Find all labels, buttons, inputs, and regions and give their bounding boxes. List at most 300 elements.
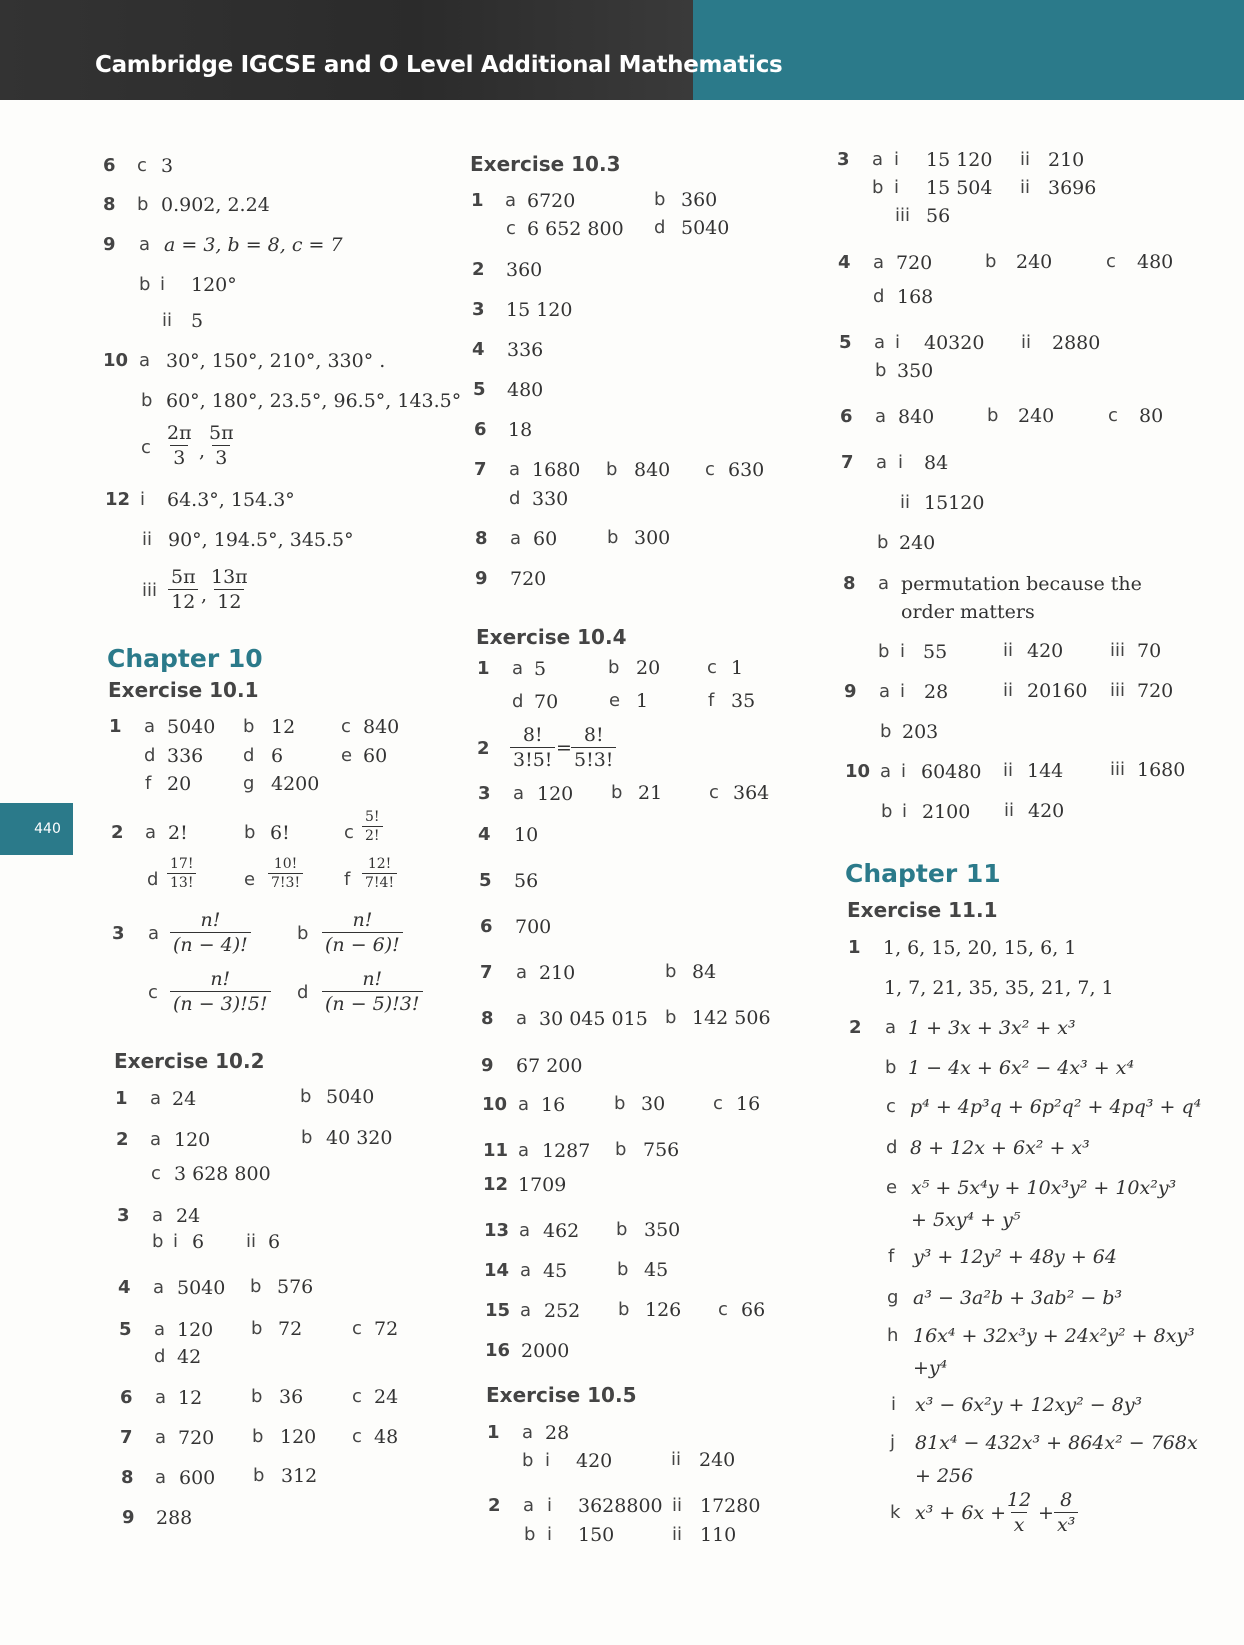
answer-value: 330 [532, 488, 569, 510]
answer-value: 15 120 [926, 149, 993, 171]
part-label: k [890, 1502, 901, 1523]
part-label: i [891, 1394, 897, 1415]
part-label: g [243, 773, 255, 794]
answer-expression: +y⁴ [913, 1357, 948, 1379]
question-number: 2 [472, 259, 485, 280]
chapter-heading: Chapter 11 [845, 859, 1001, 888]
answer-value: 28 [545, 1422, 570, 1444]
part-label: b [614, 1093, 626, 1114]
part-label: b [137, 194, 149, 215]
part-label: a [144, 716, 156, 737]
part-label: a [523, 1495, 535, 1516]
answer-value: 360 [506, 259, 543, 281]
exercise-heading: Exercise 10.3 [470, 152, 621, 176]
part-label: c [886, 1096, 896, 1117]
exercise-heading: Exercise 10.2 [114, 1049, 265, 1073]
answer-value: 45 [543, 1260, 568, 1282]
answer-value: order matters [901, 601, 1035, 623]
answer-value: 1 [731, 657, 744, 679]
part-label: d [147, 869, 159, 890]
subpart-label: i [160, 274, 166, 295]
subpart-label: i [901, 761, 907, 782]
question-number: 8 [843, 573, 856, 594]
part-label: a [153, 1277, 165, 1298]
question-number: 1 [487, 1422, 500, 1443]
subpart-label: ii [672, 1495, 683, 1516]
part-label: c [506, 218, 516, 239]
question-number: 8 [121, 1467, 134, 1488]
part-label: h [887, 1325, 899, 1346]
part-label: a [876, 452, 888, 473]
answer-value: 20160 [1027, 680, 1088, 702]
fraction: 2π 3 [167, 422, 192, 469]
answer-value: 364 [733, 782, 770, 804]
fraction: 12 x [1007, 1489, 1032, 1536]
part-label: a [150, 1088, 162, 1109]
question-number: 2 [488, 1495, 501, 1516]
answer-value: 144 [1027, 760, 1064, 782]
question-number: 9 [481, 1055, 494, 1076]
answer-value: 240 [1018, 405, 1055, 427]
answer-value: 6 [192, 1231, 205, 1253]
subpart-label: i [547, 1524, 553, 1545]
question-number: 12 [483, 1174, 509, 1195]
part-label: d [873, 286, 885, 307]
fraction: 8! 5!3! [571, 723, 616, 772]
part-label: b [878, 641, 890, 662]
question-number: 3 [112, 923, 125, 944]
answer-value: 150 [578, 1524, 615, 1546]
answer-value: 756 [643, 1139, 680, 1161]
part-label: a [145, 822, 157, 843]
fraction: 12! 7!4! [362, 855, 397, 892]
answer-value: 40320 [924, 332, 985, 354]
answer-value: 70 [1137, 640, 1162, 662]
answer-value: 1680 [1137, 759, 1186, 781]
answer-value: 210 [1048, 149, 1085, 171]
answer-value: 20 [636, 657, 661, 679]
subpart-label: ii [1020, 149, 1031, 170]
answer-value: 42 [177, 1346, 202, 1368]
subpart-label: ii [246, 1231, 257, 1252]
subpart-label: i [545, 1450, 551, 1471]
question-number: 4 [472, 339, 485, 360]
part-label: b [141, 390, 153, 411]
part-label: c [718, 1299, 728, 1320]
part-label: a [520, 1300, 532, 1321]
part-label: c [1106, 251, 1116, 272]
part-label: a [516, 962, 528, 983]
answer-expression: + 256 [915, 1465, 974, 1487]
question-number: 8 [103, 194, 116, 215]
answer-value: 80 [1139, 405, 1164, 427]
part-label: c [352, 1318, 362, 1339]
question-number: 4 [478, 824, 491, 845]
answer-value: 288 [156, 1507, 193, 1529]
part-label: a [879, 681, 891, 702]
question-number: 7 [474, 459, 487, 480]
part-label: a [509, 459, 521, 480]
plus-sign: + [1038, 1502, 1054, 1524]
subpart-label: iii [1110, 640, 1126, 661]
answer-value: 16 [736, 1093, 761, 1115]
answer-value: 20 [167, 773, 192, 795]
part-label: c [341, 716, 351, 737]
fraction: n! (n − 5)!3! [322, 967, 423, 1016]
fraction: 8! 3!5! [510, 723, 555, 772]
subpart-label: i [894, 149, 900, 170]
subpart-label: i [173, 1231, 179, 1252]
answer-value: 35 [731, 690, 756, 712]
question-number: 9 [103, 234, 116, 255]
part-label: b [244, 822, 256, 843]
part-label: c [1108, 405, 1118, 426]
part-label: d [509, 488, 521, 509]
answer-value: 120 [177, 1319, 214, 1341]
answer-value: 30 045 015 [539, 1008, 648, 1030]
part-label: c [352, 1426, 362, 1447]
part-label: a [505, 190, 517, 211]
part-label: b [606, 459, 618, 480]
answer-value: 12 [178, 1387, 203, 1409]
answer-value: 1 [636, 690, 649, 712]
part-label: b [253, 1465, 265, 1486]
part-label: b [665, 961, 677, 982]
answer-value: 10 [514, 824, 539, 846]
answer-value: 840 [634, 459, 671, 481]
answer-value: 240 [1016, 251, 1053, 273]
answer-value: 1, 6, 15, 20, 15, 6, 1 [883, 937, 1077, 959]
chapter-heading: Chapter 10 [107, 644, 263, 673]
part-label: b [615, 1139, 627, 1160]
question-number: 3 [478, 783, 491, 804]
page-number: 440 [34, 821, 61, 837]
answer-value: 67 200 [516, 1055, 583, 1077]
answer-value: 66 [741, 1299, 766, 1321]
exercise-heading: Exercise 10.4 [476, 625, 627, 649]
answer-value: 5 [534, 658, 547, 680]
answer-value: 60480 [921, 761, 982, 783]
answer-value: 60°, 180°, 23.5°, 96.5°, 143.5° [166, 390, 462, 412]
part-label: c [713, 1093, 723, 1114]
part-label: f [888, 1246, 895, 1267]
answer-expression: 1 − 4x + 6x² − 4x³ + x⁴ [908, 1057, 1135, 1079]
answer-value: 120 [280, 1426, 317, 1448]
subpart-label: iii [895, 205, 911, 226]
answer-value: 480 [507, 379, 544, 401]
answer-value: 720 [510, 568, 547, 590]
answer-value: 2! [168, 822, 188, 844]
answer-value: 110 [700, 1524, 737, 1546]
answer-value: 12 [271, 716, 296, 738]
book-title: Cambridge IGCSE and O Level Additional Mathematics [95, 52, 783, 78]
answer-expression: y³ + 12y² + 48y + 64 [913, 1246, 1117, 1268]
answer-expression: a³ − 3a²b + 3ab² − b³ [913, 1287, 1123, 1309]
question-number: 5 [839, 332, 852, 353]
answer-value: 5040 [326, 1086, 375, 1108]
part-label: a [155, 1467, 167, 1488]
question-number: 5 [479, 870, 492, 891]
subpart-label: ii [1004, 800, 1015, 821]
question-number: 2 [111, 822, 124, 843]
equals-sign: = [556, 737, 572, 759]
answer-value: 420 [1027, 640, 1064, 662]
question-number: 16 [485, 1340, 511, 1361]
answer-value: 24 [176, 1205, 201, 1227]
question-number: 10 [103, 350, 129, 371]
answer-value: 6! [270, 822, 290, 844]
answer-expression: p⁴ + 4p³q + 6p²q² + 4pq³ + q⁴ [910, 1096, 1202, 1118]
question-number: 14 [484, 1260, 510, 1281]
subpart-label: i [900, 641, 906, 662]
question-number: 2 [849, 1017, 862, 1038]
answer-value: 84 [924, 452, 949, 474]
question-number: 15 [485, 1300, 511, 1321]
answer-expression: 81x⁴ − 432x³ + 864x² − 768x [915, 1432, 1198, 1454]
answer-value: 5 [191, 310, 204, 332]
question-number: 6 [480, 916, 493, 937]
fraction: 8 x³ [1054, 1488, 1078, 1537]
question-number: 6 [103, 155, 116, 176]
part-label: c [707, 657, 717, 678]
part-label: a [519, 1220, 531, 1241]
subpart-label: i [898, 452, 904, 473]
question-number: 11 [483, 1140, 509, 1161]
part-label: a [874, 332, 886, 353]
question-number: 4 [838, 252, 851, 273]
answer-value: 120 [537, 783, 574, 805]
part-label: b [607, 527, 619, 548]
part-label: a [518, 1140, 530, 1161]
answer-expression: x⁵ + 5x⁴y + 10x³y² + 10x²y³ [911, 1177, 1177, 1199]
part-label: b [617, 1259, 629, 1280]
answer-value: 2880 [1052, 332, 1101, 354]
answer-value: 0.902, 2.24 [161, 194, 270, 216]
answer-value: 5040 [177, 1277, 226, 1299]
part-label: a [152, 1205, 164, 1226]
fraction: n! (n − 3)!5! [170, 967, 271, 1016]
question-number: 2 [116, 1129, 129, 1150]
part-label: b [297, 923, 309, 944]
answer-value: 15 504 [926, 177, 993, 199]
question-number: 9 [844, 681, 857, 702]
answer-value: 24 [374, 1386, 399, 1408]
part-label: e [244, 869, 256, 890]
part-label: d [654, 217, 666, 238]
part-label: e [341, 745, 353, 766]
subpart-label: ii [142, 529, 153, 550]
part-label: a [512, 658, 524, 679]
subpart-label: iii [1110, 759, 1126, 780]
answer-value: 420 [576, 1450, 613, 1472]
subpart-label: ii [1020, 177, 1031, 198]
answer-value: 72 [374, 1318, 399, 1340]
question-number: 7 [841, 452, 854, 473]
subpart-label: iii [1110, 680, 1126, 701]
answer-value: 17280 [700, 1495, 761, 1517]
header-accent-bar [693, 0, 1244, 100]
question-number: 9 [122, 1507, 135, 1528]
part-label: a [875, 406, 887, 427]
part-label: b [251, 1386, 263, 1407]
part-label: a [155, 1427, 167, 1448]
part-label: g [887, 1287, 899, 1308]
answer-value: 40 320 [326, 1127, 393, 1149]
answer-value: 70 [534, 691, 559, 713]
question-number: 7 [480, 962, 493, 983]
subpart-label: ii [1003, 680, 1014, 701]
answer-value: 18 [508, 419, 533, 441]
part-label: a [155, 1387, 167, 1408]
answer-value: 16 [541, 1094, 566, 1116]
question-number: 5 [119, 1319, 132, 1340]
part-label: j [890, 1432, 896, 1453]
question-number: 10 [845, 761, 871, 782]
part-label: c [137, 155, 147, 176]
answer-value: 1709 [518, 1174, 567, 1196]
subpart-label: ii [1003, 760, 1014, 781]
subpart-label: ii [671, 1449, 682, 1470]
answer-value: 36 [279, 1386, 304, 1408]
answer-value: 700 [515, 916, 552, 938]
question-number: 3 [837, 149, 850, 170]
part-label: b [618, 1299, 630, 1320]
question-number: 12 [105, 489, 131, 510]
answer-value: 480 [1137, 251, 1174, 273]
part-label: c [141, 437, 151, 458]
part-label: d [886, 1137, 898, 1158]
part-label: a [510, 528, 522, 549]
answer-value: 1287 [542, 1140, 591, 1162]
part-label: a [516, 1008, 528, 1029]
subpart-label: i [895, 332, 901, 353]
subpart-label: i [547, 1495, 553, 1516]
part-label: c [148, 982, 158, 1003]
part-label: b [300, 1086, 312, 1107]
answer-value: 6 [268, 1231, 281, 1253]
part-label: b [885, 1057, 897, 1078]
answer-value: 6720 [527, 190, 576, 212]
part-label: a [878, 573, 890, 594]
part-label: b [250, 1276, 262, 1297]
answer-value: 3696 [1048, 177, 1097, 199]
part-label: d [297, 982, 309, 1003]
answer-value: 252 [544, 1300, 581, 1322]
answer-value: 72 [278, 1318, 303, 1340]
part-label: d [243, 745, 255, 766]
question-number: 1 [109, 716, 122, 737]
question-number: 10 [482, 1094, 508, 1115]
answer-value: 336 [167, 745, 204, 767]
part-label: b [881, 801, 893, 822]
part-label: e [609, 690, 621, 711]
part-label: a [139, 234, 151, 255]
subpart-label: i [902, 801, 908, 822]
answer-value: 15120 [924, 492, 985, 514]
part-label: a [885, 1017, 897, 1038]
part-label: a [880, 761, 892, 782]
part-label: b [875, 360, 887, 381]
header-bar [0, 0, 693, 100]
answer-expression: 1 + 3x + 3x² + x³ [908, 1017, 1076, 1039]
part-label: c [151, 1163, 161, 1184]
fraction: 10! 7!3! [268, 855, 303, 892]
part-label: b [665, 1007, 677, 1028]
answer-value: 360 [681, 189, 718, 211]
answer-value: a = 3, b = 8, c = 7 [164, 234, 343, 256]
part-label: b [301, 1127, 313, 1148]
answer-value: 3 [161, 155, 174, 177]
question-number: 3 [117, 1205, 130, 1226]
fraction: n! (n − 4)! [170, 908, 251, 957]
part-label: c [709, 782, 719, 803]
answer-expression: x³ − 6x²y + 12xy² − 8y³ [915, 1394, 1143, 1416]
fraction: 5π 3 [209, 422, 234, 469]
answer-value: 240 [899, 532, 936, 554]
part-label: a [139, 350, 151, 371]
answer-value: 5040 [167, 716, 216, 738]
answer-expression: x³ + 6x + [915, 1502, 1007, 1524]
answer-value: 90°, 194.5°, 345.5° [168, 529, 354, 551]
answer-value: 168 [897, 286, 934, 308]
part-label: b [522, 1450, 534, 1471]
question-number: 5 [473, 379, 486, 400]
answer-value: 120° [191, 274, 237, 296]
answer-value: 64.3°, 154.3° [167, 489, 295, 511]
part-label: b [152, 1231, 164, 1252]
part-label: a [150, 1129, 162, 1150]
part-label: b [139, 274, 151, 295]
answer-value: 2100 [922, 801, 971, 823]
subpart-label: i [140, 489, 146, 510]
part-label: a [520, 1260, 532, 1281]
question-number: 6 [474, 419, 487, 440]
answer-value: 120 [174, 1129, 211, 1151]
answer-value: 336 [507, 339, 544, 361]
answer-value: 720 [1137, 680, 1174, 702]
answer-value: 720 [178, 1427, 215, 1449]
answer-value: 24 [172, 1088, 197, 1110]
exercise-heading: Exercise 10.1 [108, 678, 259, 702]
part-label: d [144, 745, 156, 766]
answer-value: 30°, 150°, 210°, 330° . [166, 350, 386, 372]
part-label: a [872, 149, 884, 170]
fraction: 17! 13! [167, 855, 196, 892]
question-number: 6 [120, 1387, 133, 1408]
part-label: b [252, 1426, 264, 1447]
subpart-label: ii [672, 1524, 683, 1545]
answer-value: 60 [363, 745, 388, 767]
part-label: b [608, 657, 620, 678]
question-number: 4 [118, 1277, 131, 1298]
question-number: 2 [477, 738, 490, 759]
question-number: 13 [484, 1220, 510, 1241]
answer-value: 21 [638, 782, 663, 804]
answer-value: 1, 7, 21, 35, 35, 21, 7, 1 [884, 977, 1114, 999]
part-label: a [148, 923, 160, 944]
answer-value: 45 [644, 1259, 669, 1281]
part-label: c [344, 822, 354, 843]
part-label: b [985, 251, 997, 272]
answer-value: 350 [897, 360, 934, 382]
answer-value: permutation because the [901, 573, 1142, 595]
question-number: 3 [472, 299, 485, 320]
question-number: 8 [475, 528, 488, 549]
answer-value: 240 [699, 1449, 736, 1471]
question-number: 1 [477, 658, 490, 679]
fraction: n! (n − 6)! [322, 908, 403, 957]
part-label: f [708, 690, 715, 711]
